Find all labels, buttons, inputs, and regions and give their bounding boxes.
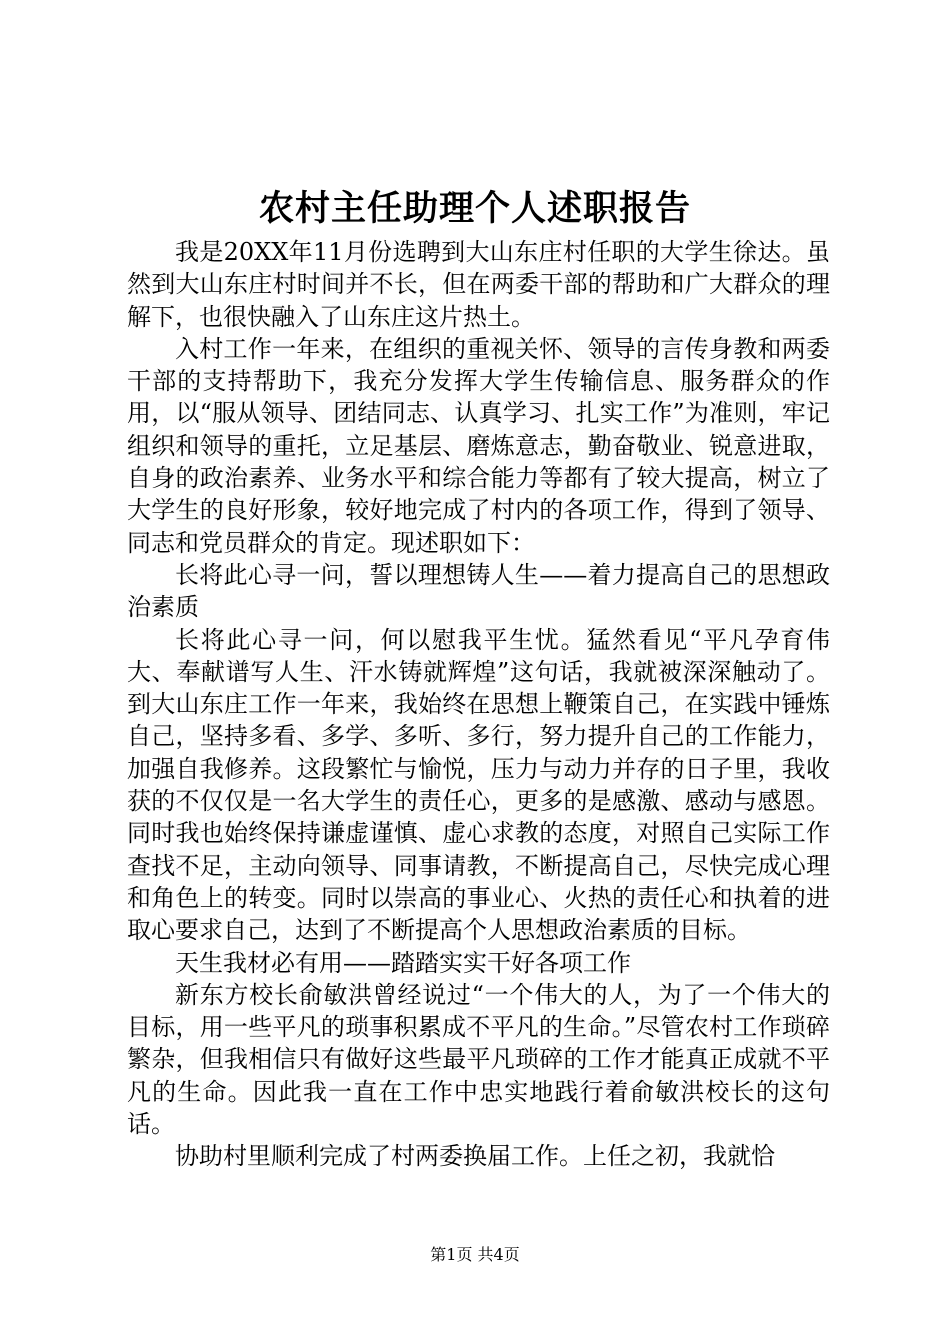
paragraph: 协助村里顺利完成了村两委换届工作。上任之初，我就恰 [175,1142,775,1171]
section-heading: 长将此心寻一问，誓以理想铸人生——着力提高自己的思想政治素质 [127,560,830,622]
paragraph: 长将此心寻一问，何以慰我平生忧。猛然看见“平凡孕育伟大、奉献谱写人生、汗水铸就辉煌”这句话，我就被深深触动了。到大山东庄工作一年来，我始终在思想上鞭策自己，在实践中锤炼自己，坚持多看、多学、多听、多行，努力提升自己的工作能力，加强自我修养。这段繁忙与愉悦，压力与动力并存的日子里，我收获的不仅仅是一名大学生的责任心，更多的是感激、感动与感恩。同时我也始终保持谦虚谨慎、虚心求教的态度，对照自己实际工作查找不足，主动向领导、同事请教，不断提高自己，尽快完成心理和角色上的转变。同时以崇高的事业心、火热的责任心和执着的进取心要求自己，达到了不断提高个人思想政治素质的目标。 [127,625,830,945]
document-body [127,236,830,1173]
section-heading: 天生我材必有用——踏踏实实干好各项工作 [175,948,631,977]
document-title: 农村主任助理个人述职报告 [258,188,691,229]
paragraph: 入村工作一年来，在组织的重视关怀、领导的言传身教和两委干部的支持帮助下，我充分发挥大学生传输信息、服务群众的作用，以“服从领导、团结同志、认真学习、扎实工作”为准则，牢记组织和领导的重托，立足基层、磨炼意志，勤奋敬业、锐意进取，自身的政治素养、业务水平和综合能力等都有了较大提高，树立了大学生的良好形象，较好地完成了村内的各项工作，得到了领导、同志和党员群众的肯定。现述职如下： [127,334,830,557]
paragraph: 我是20XX年11月份选聘到大山东庄村任职的大学生徐达。虽然到大山东庄村时间并不长，但在两委干部的帮助和广大群众的理解下，也很快融入了山东庄这片热土。 [127,238,830,331]
page-number-footer: 第1页 共4页 [430,1245,520,1264]
paragraph: 新东方校长俞敏洪曾经说过“一个伟大的人，为了一个伟大的目标，用一些平凡的琐事积累成不平凡的生命。”尽管农村工作琐碎繁杂，但我相信只有做好这些最平凡琐碎的工作才能真正成就不平凡的生命。因此我一直在工作中忠实地践行着俞敏洪校长的这句话。 [127,980,830,1139]
